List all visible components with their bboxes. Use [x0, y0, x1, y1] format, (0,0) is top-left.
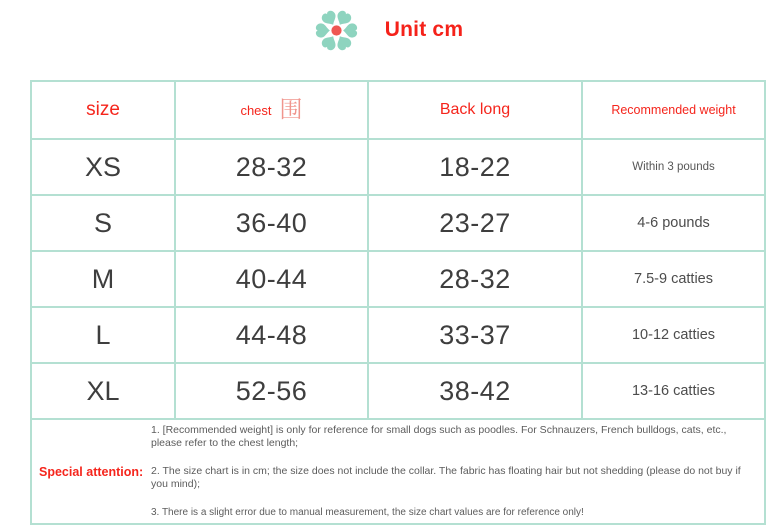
column-header-size: size: [31, 81, 175, 139]
table-row-xl: [31, 363, 765, 419]
size-chart-table: [30, 80, 766, 525]
back-long-value: 28-32: [368, 251, 582, 307]
table-header-row: [31, 81, 765, 139]
chest-value: 52-56: [175, 363, 368, 419]
weight-value: Within 3 pounds: [582, 139, 765, 195]
size-value: XL: [31, 363, 175, 419]
chest-value: 40-44: [175, 251, 368, 307]
back-long-value: 33-37: [368, 307, 582, 363]
note-item-3: 3. There is a slight error due to manual measurement, the size chart values are for reference only!: [151, 506, 584, 518]
size-value: S: [31, 195, 175, 251]
notes-list: [151, 424, 764, 519]
special-attention-section: [32, 420, 764, 523]
weight-value: 4-6 pounds: [582, 195, 765, 251]
note-item-2: 2. The size chart is in cm; the size does not include the collar. The fabric has floating hair but not shedding (please do not buy if you mind);: [151, 465, 741, 491]
weight-value: 10-12 catties: [582, 307, 765, 363]
table-row-m: [31, 251, 765, 307]
weight-value: 7.5-9 catties: [582, 251, 765, 307]
size-value: M: [31, 251, 175, 307]
size-value: L: [31, 307, 175, 363]
column-header-chest-label: chest: [240, 102, 272, 118]
page-header: [0, 2, 773, 58]
back-long-value: 23-27: [368, 195, 582, 251]
column-header-recommended-weight: Recommended weight: [582, 81, 765, 139]
chest-value: 44-48: [175, 307, 368, 363]
back-long-value: 18-22: [368, 139, 582, 195]
chest-value: 36-40: [175, 195, 368, 251]
column-header-chest: [175, 81, 368, 139]
table-row-s: [31, 195, 765, 251]
weight-value: 13-16 catties: [582, 363, 765, 419]
table-row-l: [31, 307, 765, 363]
girth-stamp-icon: 围: [279, 96, 303, 123]
notes-row: [31, 419, 765, 524]
special-attention-label: Special attention:: [39, 464, 144, 479]
column-header-back-long: Back long: [368, 81, 582, 139]
chest-value: 28-32: [175, 139, 368, 195]
note-item-1: 1. [Recommended weight] is only for reference for small dogs such as poodles. For Schnauzers, French bulldogs, cats, etc., please refer to the chest length;: [151, 424, 727, 450]
page-title: Unit cm: [384, 18, 464, 41]
size-value: XS: [31, 139, 175, 195]
table-row-xs: [31, 139, 765, 195]
back-long-value: 38-42: [368, 363, 582, 419]
flower-icon: [310, 4, 363, 57]
